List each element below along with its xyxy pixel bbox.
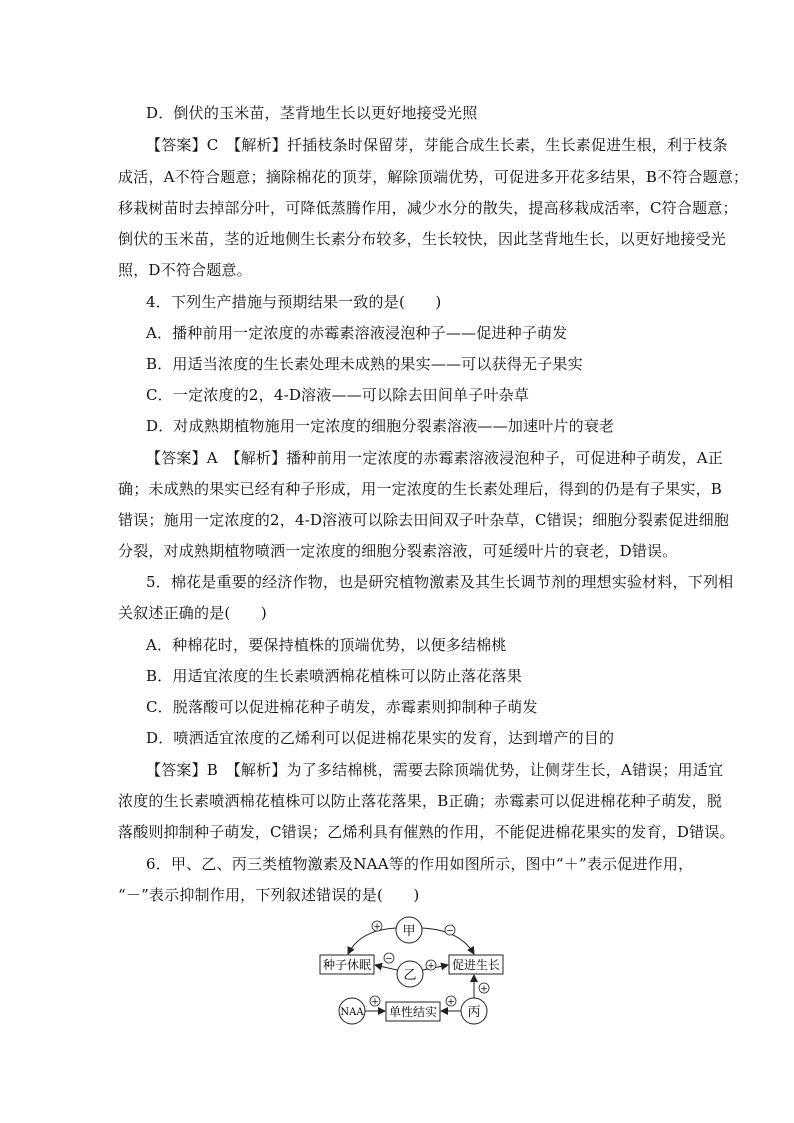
q5-option-b: B．用适宜浓度的生长素喷洒棉花植株可以防止落花落果 [146,667,523,685]
q4-option-c: C．一定浓度的2，4-D溶液——可以除去田间单子叶杂草 [146,386,530,404]
q5-option-d: D．喷洒适宜浓度的乙烯利可以促进棉花果实的发育，达到增产的目的 [146,729,615,747]
box-seed-dormancy-label: 种子休眠 [322,958,372,972]
q4-option-a: A．播种前用一定浓度的赤霉素溶液浸泡种子——促进种子萌发 [146,324,568,342]
q3-answer-line-4: 倒伏的玉米苗，茎的近地侧生长素分布较多，生长较快，因此茎背地生长，以更好地接受光 [118,230,727,248]
sign-bing-parthenocarpy: + [447,997,455,1008]
q5-answer-line-3: 落酸则抑制种子萌发，C错误；乙烯利具有催熟的作用，不能促进棉花果实的发育，D错误。 [118,823,735,841]
q3-answer-line-3: 移栽树苗时去掉部分叶，可降低蒸腾作用，减少水分的散失，提高移栽成活率，C符合题意； [118,199,738,217]
node-bing-label: 丙 [467,1005,481,1020]
hormone-diagram [310,912,510,1028]
q4-answer-line-4: 分裂，对成熟期植物喷洒一定浓度的细胞分裂素溶液，可延缓叶片的衰老，D错误。 [118,542,678,560]
q3-answer-line-1: 【答案】C 【解析】扦插枝条时保留芽，芽能合成生长素，生长素促进生根，利于枝条 [146,136,728,154]
node-yi-label: 乙 [403,968,417,983]
box-parthenocarpy-label: 单性结实 [388,1005,438,1019]
sign-bing-growth: + [480,984,488,995]
sign-yi-growth: + [427,961,435,972]
box-promote-growth-label: 促进生长 [451,958,501,972]
sign-jia-growth: − [446,926,454,937]
node-jia-label: 甲 [402,924,416,939]
q5-answer-line-1: 【答案】B 【解析】为了多结棉桃，需要去除顶端优势，让侧芽生长，A错误；用适宜 [146,761,724,779]
arrow-jia-to-dormancy [348,928,396,954]
q3-answer-line-5: 照，D不符合题意。 [118,261,252,279]
q5-stem-line-1: 5．棉花是重要的经济作物，也是研究植物激素及其生长调节剂的理想实验材料，下列相 [146,573,734,591]
node-naa-label: NAA [340,1007,364,1018]
sign-yi-dormancy: − [385,954,393,965]
q3-answer-line-2: 成活，A不符合题意；摘除棉花的顶芽，解除顶端优势，可促进多开花多结果，B不符合题意； [118,168,749,186]
arrow-yi-to-dormancy [375,965,397,970]
q5-option-c: C．脱落酸可以促进棉花种子萌发，赤霉素则抑制种子萌发 [146,698,538,716]
q3-option-d: D．倒伏的玉米苗，茎背地生长以更好地接受光照 [146,104,478,122]
q4-answer-line-3: 错误；施用一定浓度的2，4-D溶液可以除去田间双子叶杂草，C错误；细胞分裂素促进细胞 [118,511,730,529]
q4-stem: 4．下列生产措施与预期结果一致的是( ) [146,293,442,311]
sign-jia-dormancy: + [373,922,381,933]
q4-option-d: D．对成熟期植物施用一定浓度的细胞分裂素溶液——加速叶片的衰老 [146,417,615,435]
q5-answer-line-2: 浓度的生长素喷洒棉花植株可以防止落花落果，B正确；赤霉素可以促进棉花种子萌发，脱 [118,792,723,810]
q4-option-b: B．用适当浓度的生长素处理未成熟的果实——可以获得无子果实 [146,355,583,373]
q6-stem-line-1: 6．甲、乙、丙三类植物激素及NAA等的作用如图所示，图中“＋”表示促进作用， [146,855,694,873]
q6-stem-line-2: “－”表示抑制作用，下列叙述错误的是( ) [118,886,420,904]
q4-answer-line-1: 【答案】A 【解析】播种前用一定浓度的赤霉素溶液浸泡种子，可促进种子萌发，A正 [146,449,723,467]
q5-stem-line-2: 关叙述正确的是( ) [118,604,267,622]
sign-naa: + [371,997,379,1008]
q5-option-a: A．种棉花时，要保持植株的顶端优势，以便多结棉桃 [146,636,507,654]
q4-answer-line-2: 确；未成熟的果实已经有种子形成，用一定浓度的生长素处理后，得到的仍是有子果实，B [118,480,723,498]
